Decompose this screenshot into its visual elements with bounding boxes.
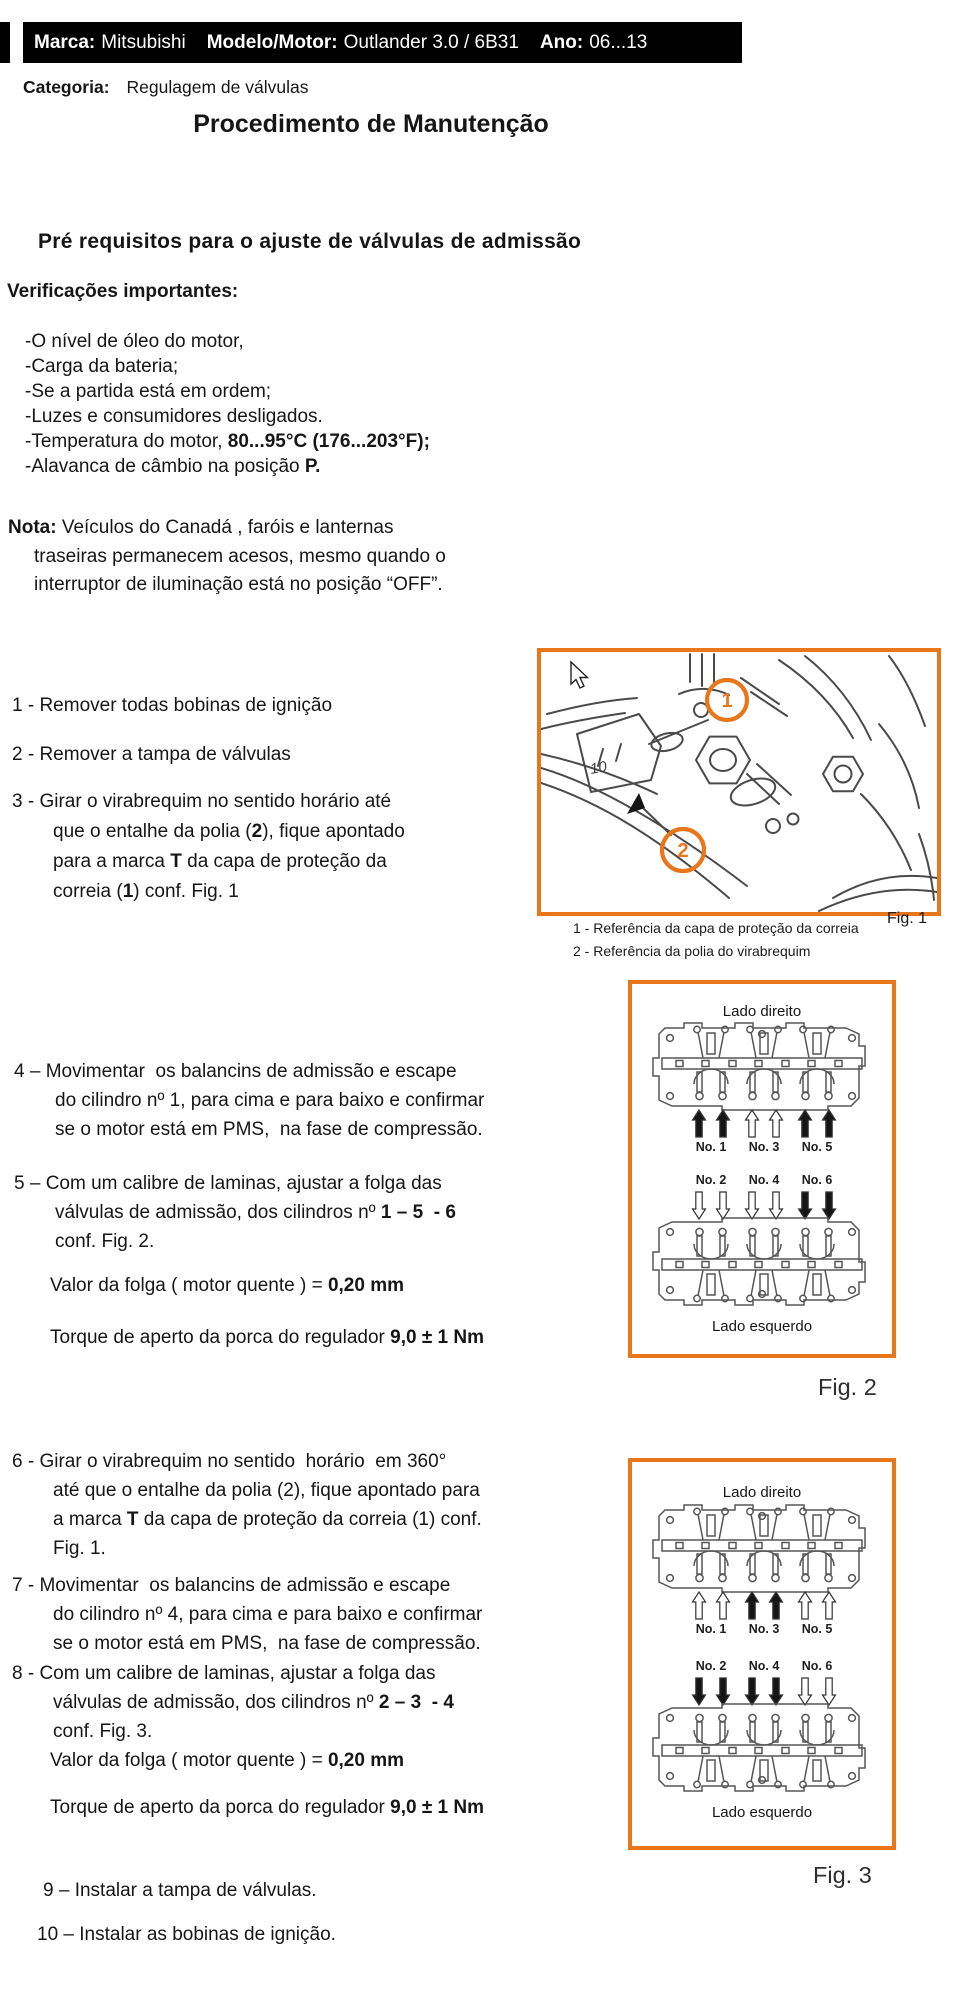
cylinder-label: No. 1 <box>695 1140 727 1154</box>
cylinder-label: No. 1 <box>695 1622 727 1636</box>
valve-arrow-filled <box>717 1110 730 1137</box>
valve-arrow-outline <box>717 1192 730 1219</box>
fig1-engine-drawing <box>541 652 937 912</box>
check-item: -Luzes e consumidores desligados. <box>25 406 323 427</box>
marca-value: Mitsubishi <box>101 31 186 53</box>
clearance-value-line-2: Valor da folga ( motor quente ) = 0,20 mm <box>50 1750 404 1771</box>
step-6: 6 - Girar o virabrequim no sentido horário em 360° até que o entalhe da polia (2), fique apontado para a marca T da capa de proteção da correia (1) conf. Fig. 1. <box>12 1451 482 1559</box>
valve-arrow-outline <box>823 1592 836 1619</box>
cylinder-label: No. 2 <box>695 1659 727 1673</box>
step-7: 7 - Movimentar os balancins de admissão e escape do cilindro nº 4, para cima e para baixo e confirmar se o motor está em PMS, na fase de compressão. <box>12 1575 483 1654</box>
fig1-caption-line-2: 2 - Referência da polia do virabrequim <box>573 942 811 959</box>
fig3-right-head-diagram <box>632 1502 892 1642</box>
callout-number-1: 1 <box>721 690 733 712</box>
cylinder-label: No. 4 <box>748 1173 780 1187</box>
fig2-panel <box>628 980 896 1358</box>
page-edge-mark <box>0 22 10 63</box>
step-5: 5 – Com um calibre de laminas, ajustar a folga das válvulas de admissão, dos cilindros nº 1 – 5 - 6 conf. Fig. 2. <box>14 1173 456 1252</box>
check-item: -O nível de óleo do motor, <box>25 331 244 352</box>
cylinder-label: No. 3 <box>748 1140 780 1154</box>
timing-scale-mark: 10 <box>588 758 609 778</box>
valve-arrow-filled <box>717 1678 730 1705</box>
header-bar <box>23 22 742 63</box>
categoria-value: Regulagem de válvulas <box>126 77 309 97</box>
modelo-value: Outlander 3.0 / 6B31 <box>343 31 519 53</box>
valve-arrow-outline <box>799 1678 812 1705</box>
valve-arrow-filled <box>799 1192 812 1219</box>
checks-heading: Verificações importantes: <box>7 281 239 302</box>
callout-number-2: 2 <box>677 840 689 862</box>
categoria-label: Categoria: <box>23 77 110 97</box>
header-field-marca <box>34 32 186 54</box>
step-1: 1 - Remover todas bobinas de ignição <box>12 695 333 716</box>
fig2-label: Fig. 2 <box>818 1374 877 1400</box>
fig3-left-head-diagram <box>632 1658 892 1808</box>
step-3: 3 - Girar o virabrequim no sentido horário até que o entalhe da polia (2), fique apontado para a marca T da capa de proteção da correia (1) conf. Fig. 1 <box>12 791 405 902</box>
valve-arrow-filled <box>693 1110 706 1137</box>
fig3-panel <box>628 1458 896 1850</box>
valve-arrow-filled <box>799 1110 812 1137</box>
cylinder-label: No. 5 <box>801 1140 833 1154</box>
cylinder-head-art <box>653 1218 865 1305</box>
checks-list <box>25 329 430 479</box>
valve-arrow-filled <box>746 1678 759 1705</box>
valve-arrow-filled <box>693 1678 706 1705</box>
check-item: -Carga da bateria; <box>25 356 179 377</box>
valve-arrow-outline <box>770 1110 783 1137</box>
valve-arrow-outline <box>717 1592 730 1619</box>
cylinder-label: No. 2 <box>695 1173 727 1187</box>
nota-paragraph: Nota: Veículos do Canadá , faróis e lanternas traseiras permanecem acesos, mesmo quando o interruptor de iluminação está no posição “OFF”. <box>8 517 446 595</box>
valve-arrow-outline <box>693 1192 706 1219</box>
fig1-caption <box>573 917 859 962</box>
ano-value: 06...13 <box>589 31 648 53</box>
fig2-right-head-diagram <box>632 1020 892 1160</box>
fig1-label: Fig. 1 <box>887 910 928 927</box>
check-item: -Alavanca de câmbio na posição P. <box>25 456 321 477</box>
valve-arrow-outline <box>823 1678 836 1705</box>
cylinder-label: No. 4 <box>748 1659 780 1673</box>
step-4: 4 – Movimentar os balancins de admissão e escape do cilindro nº 1, para cima e para baixo e confirmar se o motor está em PMS, na fase de compressão. <box>14 1061 485 1140</box>
valve-arrow-outline <box>799 1592 812 1619</box>
fig2-left-head-diagram <box>632 1172 892 1322</box>
clearance-value-line-1: Valor da folga ( motor quente ) = 0,20 mm <box>50 1275 404 1296</box>
valve-arrow-outline <box>746 1192 759 1219</box>
marca-label: Marca: <box>34 31 96 53</box>
step-10: 10 – Instalar as bobinas de ignição. <box>37 1924 336 1945</box>
fig2-right-bank-label: Lado direito <box>722 1003 802 1020</box>
fig1-caption-line-1: 1 - Referência da capa de proteção da correia <box>573 920 859 936</box>
header-field-modelo <box>207 32 519 54</box>
valve-arrow-filled <box>770 1592 783 1619</box>
fig1-panel <box>537 648 941 916</box>
timing-notch-arrow <box>627 793 645 814</box>
cylinder-label: No. 3 <box>748 1622 780 1636</box>
valve-arrow-outline <box>746 1110 759 1137</box>
fig3-label: Fig. 3 <box>813 1862 872 1888</box>
check-item: -Temperatura do motor, 80...95°C (176...203°F); <box>25 431 430 452</box>
modelo-label: Modelo/Motor: <box>206 31 338 53</box>
valve-arrow-filled <box>823 1110 836 1137</box>
fig3-right-bank-label: Lado direito <box>722 1484 802 1501</box>
header-field-ano <box>540 32 647 54</box>
cylinder-head-art <box>653 1023 865 1110</box>
ano-label: Ano: <box>539 31 584 53</box>
section-heading: Pré requisitos para o ajuste de válvulas de admissão <box>38 230 582 253</box>
mouse-cursor <box>571 662 588 688</box>
cylinder-label: No. 6 <box>801 1659 833 1673</box>
step-2: 2 - Remover a tampa de válvulas <box>12 744 291 765</box>
valve-arrow-outline <box>770 1192 783 1219</box>
check-item: -Se a partida está em ordem; <box>25 381 272 402</box>
fig3-left-bank-label: Lado esquerdo <box>711 1804 813 1821</box>
torque-value-line-1: Torque de aperto da porca do regulador 9,0 ± 1 Nm <box>50 1327 484 1348</box>
fig2-left-bank-label: Lado esquerdo <box>711 1318 813 1335</box>
valve-arrow-filled <box>746 1592 759 1619</box>
engine-line-art <box>541 654 937 911</box>
step-9: 9 – Instalar a tampa de válvulas. <box>43 1880 317 1901</box>
page-title: Procedimento de Manutenção <box>193 110 549 138</box>
cylinder-head-art <box>653 1704 865 1791</box>
torque-value-line-2: Torque de aperto da porca do regulador 9,0 ± 1 Nm <box>50 1797 484 1818</box>
cylinder-label: No. 5 <box>801 1622 833 1636</box>
cylinder-label: No. 6 <box>801 1173 833 1187</box>
valve-arrow-filled <box>823 1192 836 1219</box>
step-8: 8 - Com um calibre de laminas, ajustar a folga das válvulas de admissão, dos cilindros nº 2 – 3 - 4 conf. Fig. 3. <box>12 1663 454 1742</box>
cylinder-head-art <box>653 1505 865 1592</box>
valve-arrow-filled <box>770 1678 783 1705</box>
categoria-line <box>23 77 308 98</box>
valve-arrow-outline <box>693 1592 706 1619</box>
